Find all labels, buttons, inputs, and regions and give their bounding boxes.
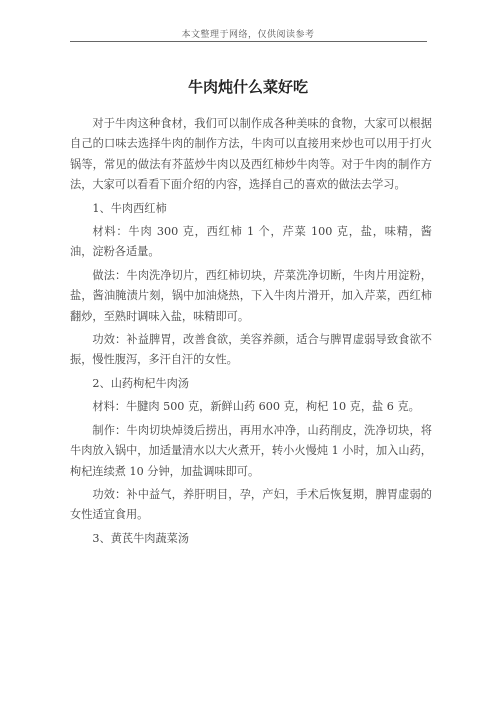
header-divider [70, 41, 427, 42]
ingredients-paragraph: 材料：牛腱肉 500 克，新鲜山药 600 克，枸杞 10 克，盐 6 克。 [92, 400, 420, 414]
section-heading: 3、黄芪牛肉蔬菜汤 [92, 531, 190, 545]
method-paragraph: 制作：牛肉切块焯烫后捞出，再用水冲净，山药削皮，洗净切块，将牛肉放入锅中，加适量清水以大火煮开，转小火慢炖 1 小时，加入山药，枸杞连续煮 10 分钟，加盐调味即可。 [70, 423, 432, 478]
effect-paragraph: 功效：补中益气，养肝明目，孕，产妇，手术后恢复期，脾胃虚弱的女性适宜食用。 [70, 487, 432, 522]
article-body [70, 114, 432, 552]
header-note: 本文整理于网络，仅供阅读参考 [181, 30, 315, 40]
effect-paragraph: 功效：补益脾胃，改善食欲，美容养颜，适合与脾胃虚弱导致食欲不振，慢性腹泻，多汗自汗的女性。 [70, 333, 432, 367]
method-paragraph: 做法：牛肉洗净切片，西红柿切块，芹菜洗净切断，牛肉片用淀粉，盐，酱油腌渍片刻，锅中加油烧热，下入牛肉片滑开，加入芹菜，西红柿翻炒，至熟时调味入盐，味精即可。 [70, 268, 432, 323]
page-title: 牛肉炖什么菜好吃 [187, 78, 308, 96]
ingredients-paragraph: 材料：牛肉 300 克，西红柿 1 个，芹菜 100 克，盐，味精，酱油，淀粉各适量。 [70, 225, 432, 259]
section-heading: 1、牛肉西红柿 [92, 201, 167, 215]
intro-paragraph: 对于牛肉这种食材，我们可以制作成各种美味的食物，大家可以根据自己的口味去选择牛肉的制作方法，牛肉可以直接用来炒也可以用于打火锅等，常见的做法有芥蓝炒牛肉以及西红柿炒牛肉等。对于牛肉的制作方法，大家可以看看下面介绍的内容，选择自己的喜欢的做法去学习。 [70, 117, 432, 192]
section-heading: 2、山药枸杞牛肉汤 [92, 376, 190, 390]
